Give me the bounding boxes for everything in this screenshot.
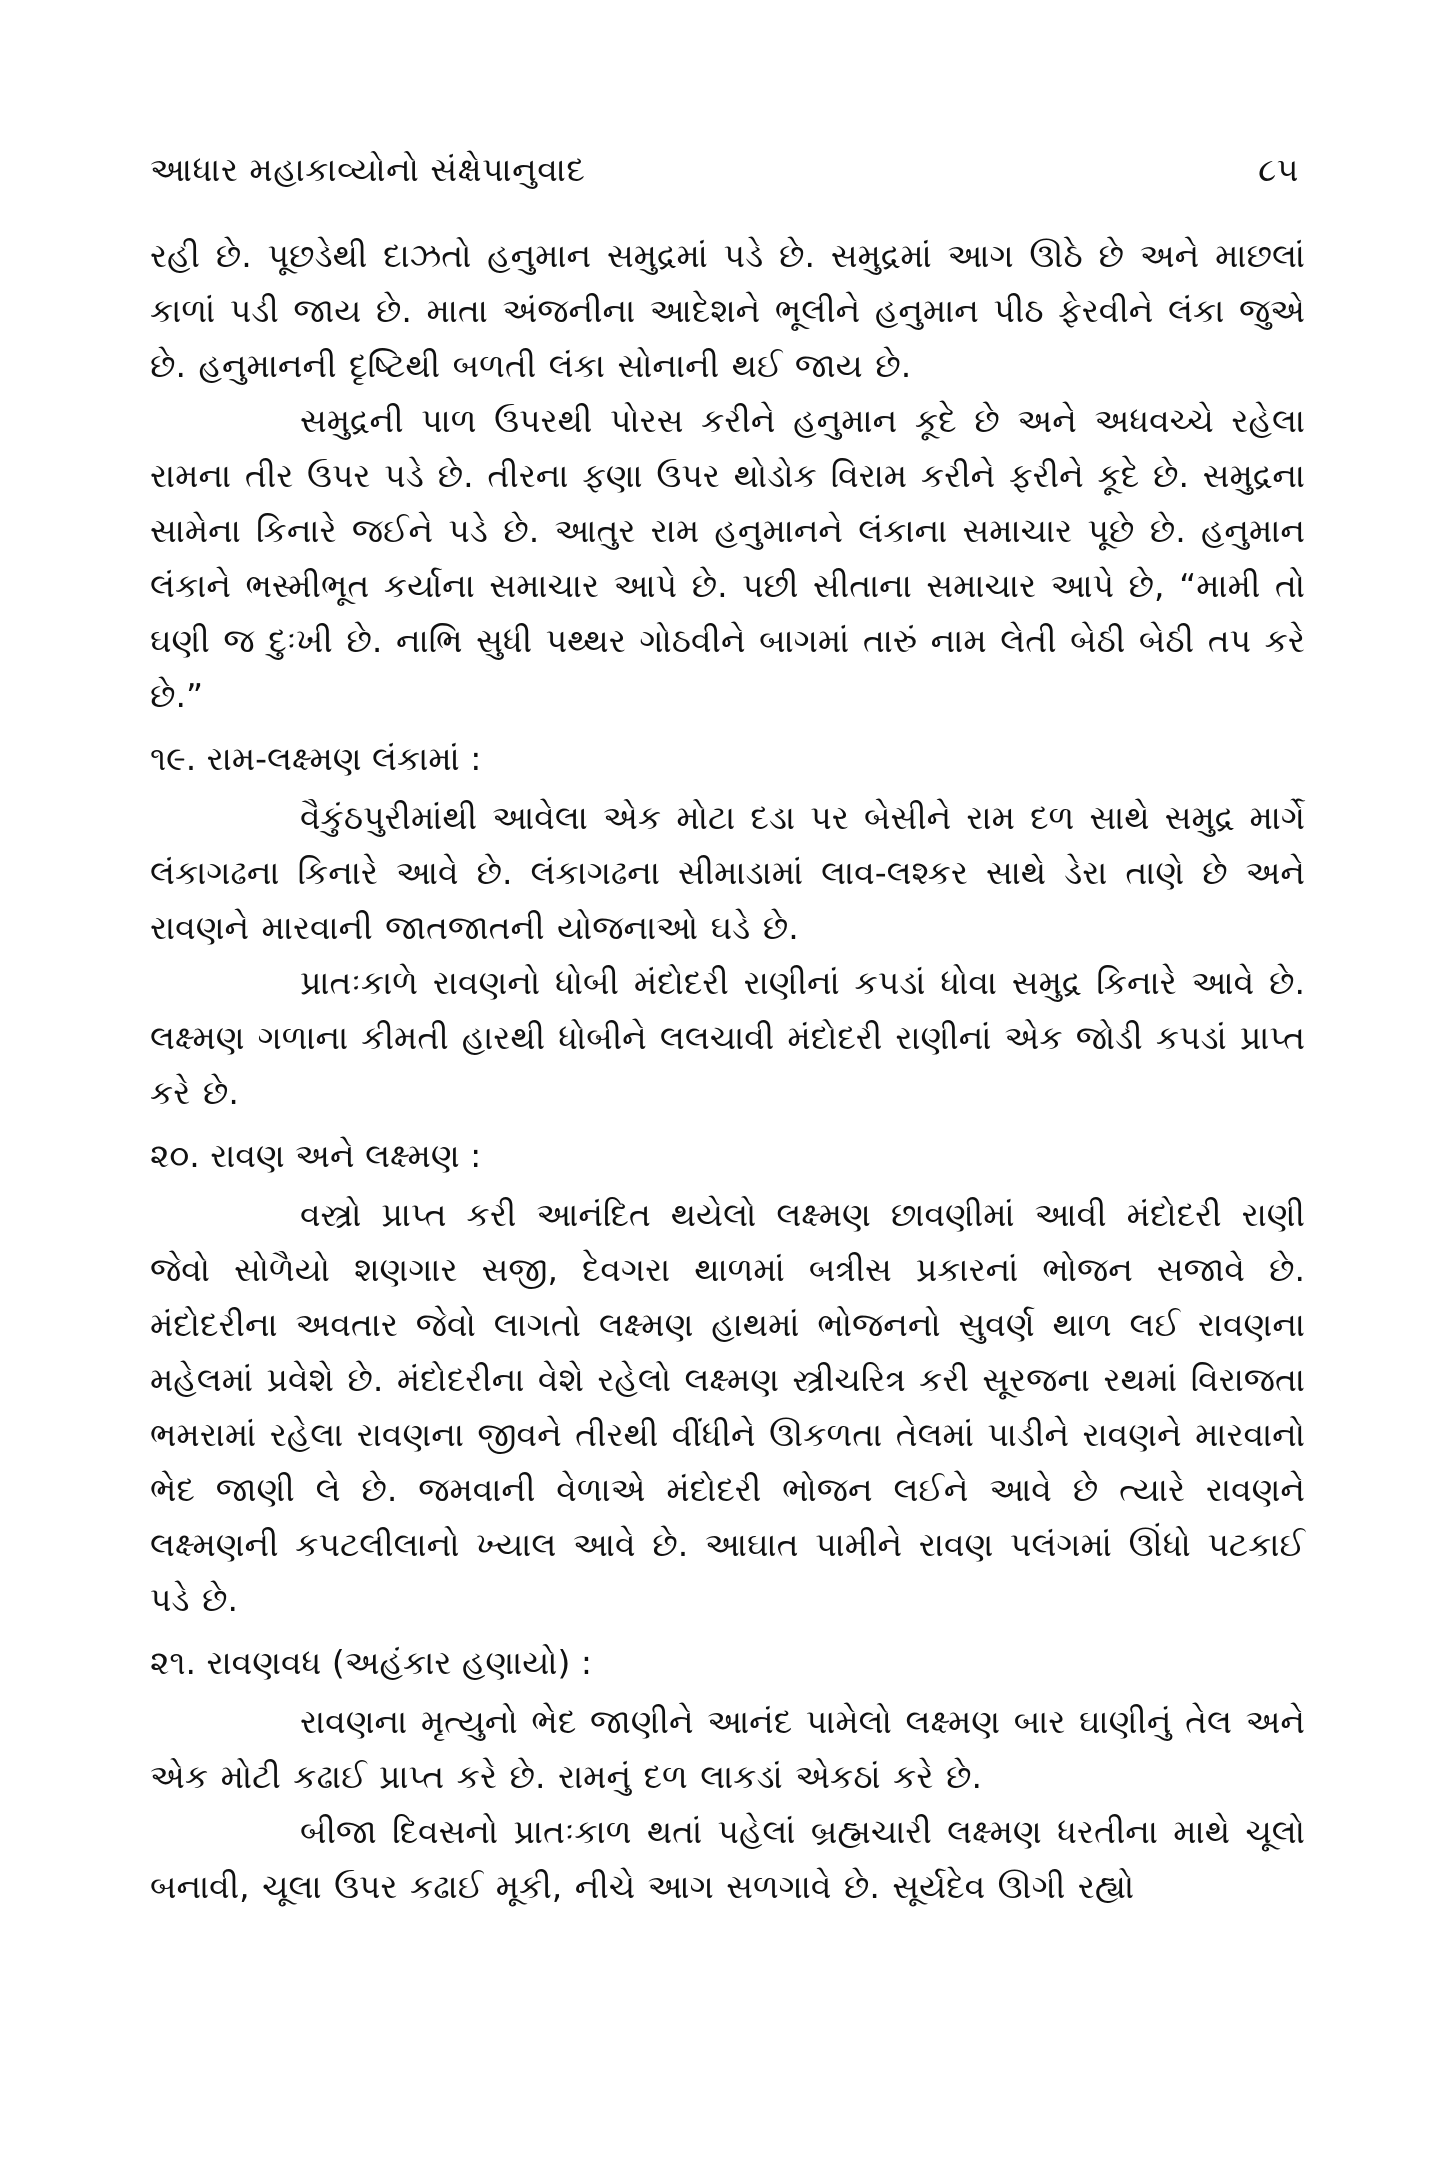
paragraph: વસ્ત્રો પ્રાપ્ત કરી આનંદિત થયેલો લક્ષ્મણ છાવણીમાં આવી મંદોદરી રાણી જેવો સોળૈયો શણગાર સજી, દેવગરા થાળમાં બત્રીસ પ્રકારનાં ભોજન સજાવે છે. મંદોદરીના અવતાર જેવો લાગતો લક્ષ્મણ હાથમાં ભોજનનો સુવર્ણ થાળ લઈ રાવણના મહેલમાં પ્રવેશે છે. મંદોદરીના વેશે રહેલો લક્ષ્મણ સ્ત્રીચરિત્ર કરી સૂરજના રથમાં વિરાજતા ભમરામાં રહેલા રાવણના જીવને તીરથી વીંધીને ઊકળતા તેલમાં પાડીને રાવણને મારવાનો ભેદ જાણી લે છે. જમવાની વેળાએ મંદોદરી ભોજન લઈને આવે છે ત્યારે રાવણને લક્ષ્મણની કપટલીલાનો ખ્યાલ આવે છે. આઘાત પામીને રાવણ પલંગમાં ઊંધો પટકાઈ પડે છે. xyxy=(150,1195,1305,1619)
section-heading: ૧૯. રામ-લક્ષ્મણ લંકામાં : xyxy=(150,739,482,778)
section-heading: ૨૦. રાવણ અને લક્ષ્મણ : xyxy=(150,1136,482,1175)
paragraph: રહી છે. પૂછડેથી દાઝતો હનુમાન સમુદ્રમાં પડે છે. સમુદ્રમાં આગ ઊઠે છે અને માછલાં કાળાં પડી જાય છે. માતા અંજનીના આદેશને ભૂલીને હનુમાન પીઠ ફેરવીને લંકા જુએ છે. હનુમાનની દૃષ્ટિથી બળતી લંકા સોનાની થઈ જાય છે. xyxy=(150,236,1305,385)
paragraph: વૈકુંઠપુરીમાંથી આવેલા એક મોટા દડા પર બેસીને રામ દળ સાથે સમુદ્ર માર્ગે લંકાગઢના કિનારે આવે છે. લંકાગઢના સીમાડામાં લાવ-લશ્કર સાથે ડેરા તાણે છે અને રાવણને મારવાની જાતજાતની યોજનાઓ ઘડે છે. xyxy=(150,798,1305,947)
paragraph: રાવણના મૃત્યુનો ભેદ જાણીને આનંદ પામેલો લક્ષ્મણ બાર ઘાણીનું તેલ અને એક મોટી કઢાઈ પ્રાપ્ત કરે છે. રામનું દળ લાકડાં એકઠાં કરે છે. xyxy=(150,1702,1305,1796)
paragraph: બીજા દિવસનો પ્રાતઃકાળ થતાં પહેલાં બ્રહ્મચારી લક્ષ્મણ ધરતીના માથે ચૂલો બનાવી, ચૂલા ઉપર કઢાઈ મૂકી, નીચે આગ સળગાવે છે. સૂર્યદેવ ઊગી રહ્યો xyxy=(150,1812,1305,1906)
running-header xyxy=(150,150,1305,206)
running-title: આધાર મહાકાવ્યોનો સંક્ષેપાનુવાદ xyxy=(150,150,586,189)
book-page xyxy=(150,150,1305,2100)
page-number: ૮૫ xyxy=(1258,150,1299,189)
section-heading: ૨૧. રાવણવધ (અહંકાર હણાયો) : xyxy=(150,1643,593,1682)
paragraph: સમુદ્રની પાળ ઉપરથી પોરસ કરીને હનુમાન કૂદે છે અને અધવચ્ચે રહેલા રામના તીર ઉપર પડે છે. તીરના ફણા ઉપર થોડોક વિરામ કરીને ફરીને કૂદે છે. સમુદ્રના સામેના કિનારે જઈને પડે છે. આતુર રામ હનુમાનને લંકાના સમાચાર પૂછે છે. હનુમાન લંકાને ભસ્મીભૂત કર્યાના સમાચાર આપે છે. પછી સીતાના સમાચાર આપે છે, “મામી તો ઘણી જ દુઃખી છે. નાભિ સુધી પથ્થર ગોઠવીને બાગમાં તારું નામ લેતી બેઠી બેઠી તપ કરે છે.” xyxy=(150,401,1305,715)
paragraph: પ્રાતઃકાળે રાવણનો ધોબી મંદોદરી રાણીનાં કપડાં ધોવા સમુદ્ર કિનારે આવે છે. લક્ષ્મણ ગળાના કીમતી હારથી ધોબીને લલચાવી મંદોદરી રાણીનાં એક જોડી કપડાં પ્રાપ્ત કરે છે. xyxy=(150,963,1305,1112)
